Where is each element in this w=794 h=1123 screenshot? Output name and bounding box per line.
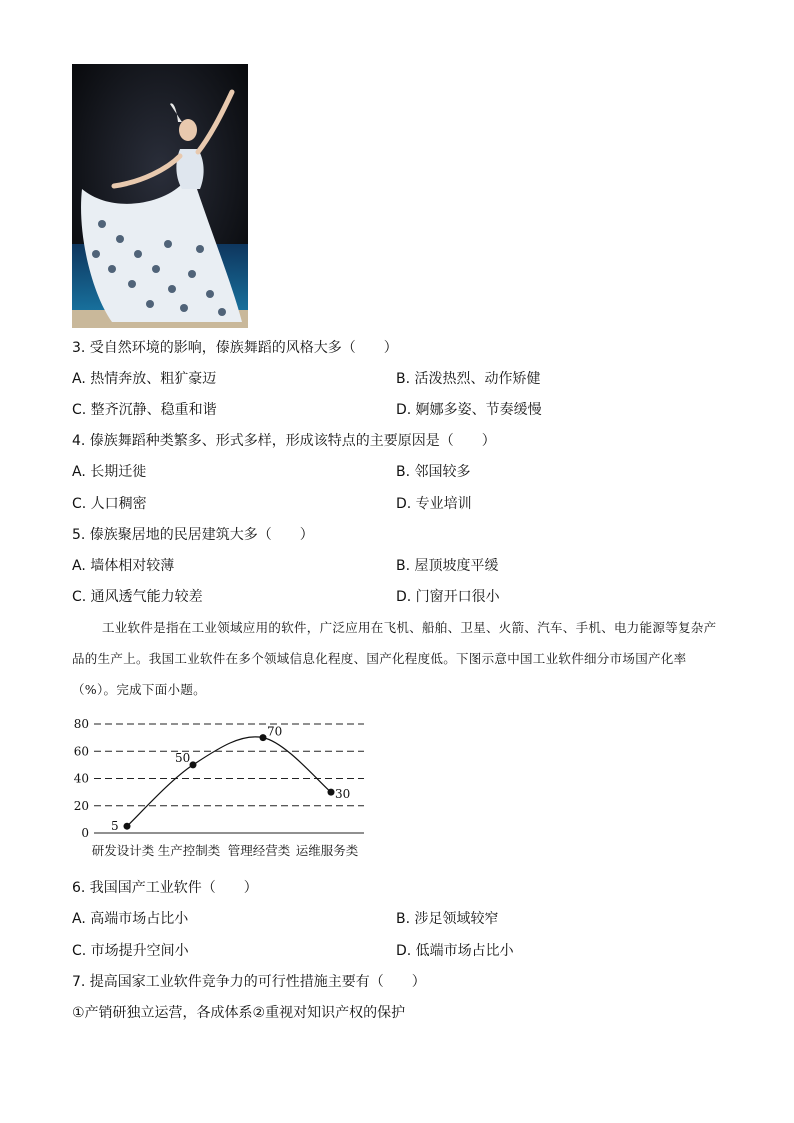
question-6-stem: 6. 我国国产工业软件（ ） [72,880,258,896]
question-3-option-d[interactable]: D. 婀娜多姿、节奏缓慢 [396,402,542,418]
data-point-运维服务类 [328,789,335,796]
question-6-option-b[interactable]: B. 涉足领域较窄 [396,911,499,927]
data-label-管理经营类: 70 [267,724,283,739]
data-point-管理经营类 [260,734,267,741]
question-4-option-a[interactable]: A. 长期迁徙 [72,464,147,480]
data-label-生产控制类: 50 [175,750,191,765]
y-tick-label-20: 20 [73,798,89,813]
series-line [127,737,331,826]
question-5-stem: 5. 傣族聚居地的民居建筑大多（ ） [72,527,314,543]
question-6-option-a[interactable]: A. 高端市场占比小 [72,911,189,927]
x-tick-label-3: 运维服务类 [295,843,359,858]
dancer-photo [72,64,248,328]
question-7-statements: ①产销研独立运营，各成体系②重视对知识产权的保护 [72,1005,406,1021]
line-chart [70,712,390,862]
question-4-option-b[interactable]: B. 邻国较多 [396,464,471,480]
dancer-image [72,64,248,328]
question-4-stem: 4. 傣族舞蹈种类繁多、形式多样，形成该特点的主要原因是（ ） [72,433,496,449]
question-5-option-d[interactable]: D. 门窗开口很小 [396,589,500,605]
y-tick-label-0: 0 [81,826,89,840]
question-3-stem: 3. 受自然环境的影响，傣族舞蹈的风格大多（ ） [72,340,398,356]
x-tick-label-1: 生产控制类 [157,843,221,858]
question-6-option-d[interactable]: D. 低端市场占比小 [396,943,514,959]
data-label-运维服务类: 30 [335,787,351,802]
question-5-option-a[interactable]: A. 墙体相对较薄 [72,558,175,574]
question-3-option-c[interactable]: C. 整齐沉静、稳重和谐 [72,402,217,418]
y-tick-label-40: 40 [73,771,89,786]
question-5-option-b[interactable]: B. 屋顶坡度平缓 [396,558,499,574]
passage-text: 工业软件是指在工业领域应用的软件，广泛应用在飞机、船舶、卫星、火箭、汽车、手机、电力能源等复杂产品的生产上。我国工业软件在多个领域信息化程度、国产化程度低。下图示意中国工业软件细分市场国产化率（%）。完成下面小题。 [72,620,717,697]
question-6-option-c[interactable]: C. 市场提升空间小 [72,943,189,959]
question-5-option-c[interactable]: C. 通风透气能力较差 [72,589,203,605]
question-4-option-d[interactable]: D. 专业培训 [396,496,472,512]
data-point-生产控制类 [190,761,197,768]
question-4-option-c[interactable]: C. 人口稠密 [72,496,147,512]
question-3-option-a[interactable]: A. 热情奔放、粗犷豪迈 [72,371,217,387]
localization-rate-chart [70,712,390,862]
x-tick-label-2: 管理经营类 [227,843,291,858]
data-point-研发设计类 [124,823,131,830]
y-tick-label-60: 60 [73,744,89,759]
question-7-stem: 7. 提高国家工业软件竞争力的可行性措施主要有（ ） [72,974,426,990]
reading-passage [72,612,722,705]
data-label-研发设计类: 5 [111,819,119,834]
question-3-option-b[interactable]: B. 活泼热烈、动作矫健 [396,371,541,387]
x-tick-label-0: 研发设计类 [91,843,155,858]
y-tick-label-80: 80 [73,717,89,731]
